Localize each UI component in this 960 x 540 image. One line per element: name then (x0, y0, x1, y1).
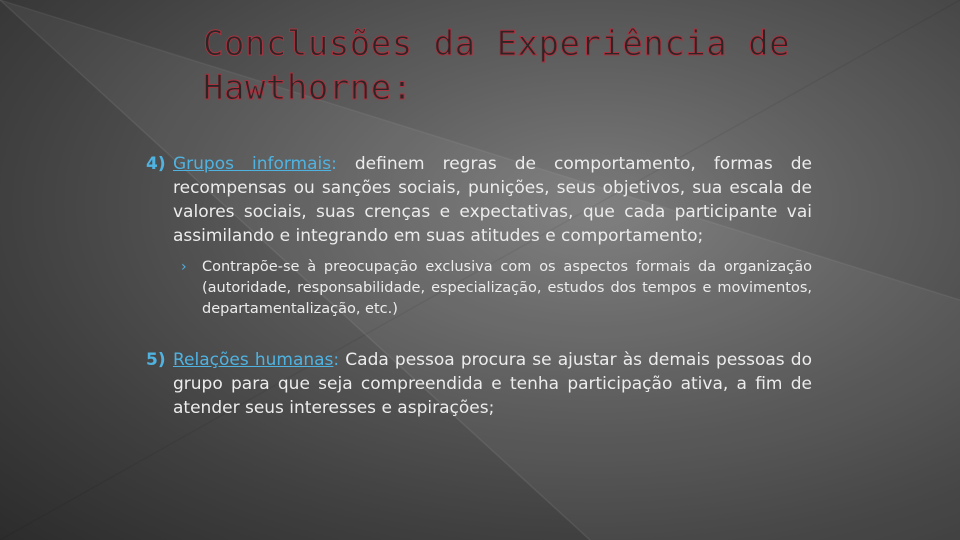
sub-bullet-text: Contrapõe-se à preocupação exclusiva com os aspectos formais da organização (autoridade, responsabilidade, especialização, estudos dos tempos e movimentos, departamentalização, etc.) (202, 259, 812, 317)
slide-body (146, 152, 812, 420)
slide-title: Conclusões da Experiência de Hawthorne: (203, 24, 791, 108)
item-number: 4) (146, 154, 166, 174)
sub-bullet (173, 257, 812, 320)
item-text: definem regras de comportamento, formas de recompensas ou sanções sociais, punições, seus objetivos, sua escala de valores sociais, suas crenças e expectativas, que cada participante vai assimilando e integrando em suas atitudes e comportamento; (173, 154, 812, 246)
item-number: 5) (146, 350, 166, 370)
bullet-arrow-icon: › (181, 259, 187, 275)
list-item-5 (146, 348, 812, 420)
item-colon: : (331, 154, 337, 174)
item-colon: : (333, 350, 340, 370)
item-text: Cada pessoa procura se ajustar às demais pessoas do grupo para que seja compreendida e tenha participação ativa, a fim de atender seus interesses e aspirações; (173, 350, 812, 418)
item-term: Relações humanas (173, 350, 334, 370)
item-term: Grupos informais (173, 154, 332, 174)
list-item-4 (146, 152, 812, 248)
